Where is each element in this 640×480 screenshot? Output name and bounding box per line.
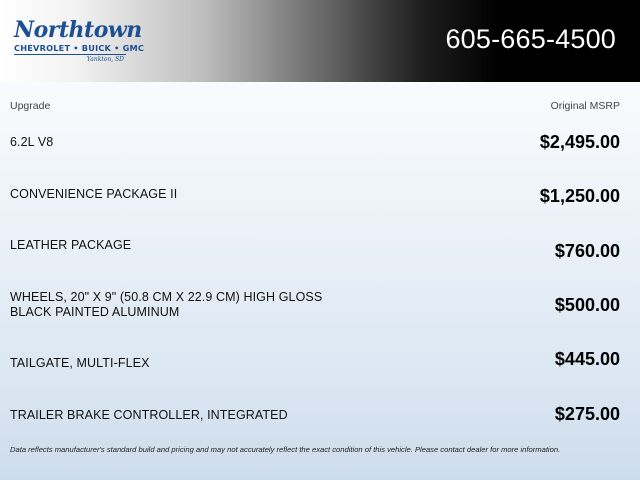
logo-name: Northtown — [14, 17, 142, 43]
upgrade-name: WHEELS, 20" X 9" (50.8 CM X 22.9 CM) HIGH GLOSS BLACK PAINTED ALUMINUM — [10, 290, 323, 319]
upgrade-name: TRAILER BRAKE CONTROLLER, INTEGRATED — [10, 408, 288, 422]
column-header-upgrade: Upgrade — [10, 100, 51, 112]
logo-brands: CHEVROLET • BUICK • GMC — [14, 43, 145, 53]
upgrade-name: LEATHER PACKAGE — [10, 238, 132, 252]
upgrade-name: CONVENIENCE PACKAGE II — [10, 187, 178, 201]
upgrade-name: TAILGATE, MULTI-FLEX — [10, 356, 150, 370]
dealer-logo[interactable] — [14, 17, 145, 66]
disclaimer-text: Data reflects manufacturer's standard build and pricing and may not accurately reflect the exact condition of this vehicle. Please contact dealer for more information. — [10, 445, 561, 454]
upgrade-price: $445.00 — [554, 349, 620, 369]
upgrade-price: $1,250.00 — [539, 186, 620, 206]
upgrade-price: $275.00 — [554, 404, 620, 424]
upgrade-name: 6.2L V8 — [10, 135, 54, 149]
upgrade-price: $2,495.00 — [539, 132, 620, 152]
upgrade-price: $500.00 — [554, 295, 620, 315]
column-header-msrp: Original MSRP — [550, 100, 620, 112]
dealer-phone[interactable]: 605-665-4500 — [445, 24, 616, 54]
header-banner — [0, 0, 640, 82]
upgrade-price: $760.00 — [554, 241, 620, 261]
logo-divider — [14, 54, 126, 55]
logo-city: Yankton, SD — [86, 56, 124, 63]
